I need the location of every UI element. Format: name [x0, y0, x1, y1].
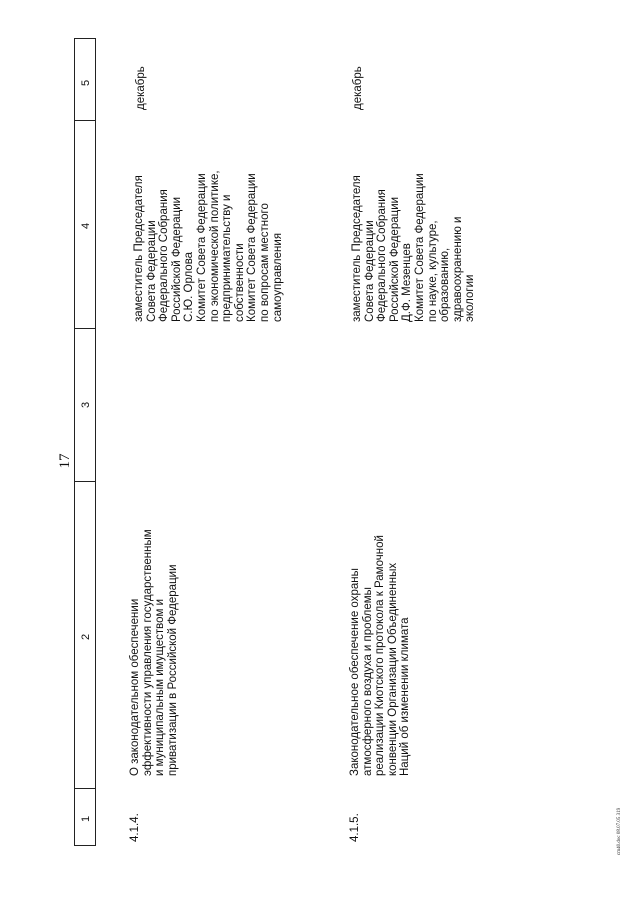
responsible-line: Комитет Совета Федерации: [413, 173, 426, 322]
responsible-line: Российской Федерации: [388, 196, 401, 322]
responsible-line: по экономической политике,: [208, 170, 221, 322]
row-responsible: [133, 170, 284, 322]
responsible-line: Комитет Совета Федерации: [246, 173, 259, 322]
column-header-4: 4: [80, 222, 92, 229]
responsible-line: С.Ю. Орлова: [183, 251, 196, 322]
row-term: декабрь: [135, 66, 147, 110]
title-line: конвенции Организации Объединенных: [386, 562, 399, 776]
responsible-line: по науке, культуре,: [426, 220, 439, 322]
responsible-line: Совета Федерации: [363, 220, 376, 322]
responsible-line: Комитет Совета Федерации: [195, 173, 208, 322]
row-term: декабрь: [352, 66, 364, 110]
header-divider: [74, 788, 96, 789]
responsible-line: предпринимательству и: [221, 194, 234, 322]
row-number: 4.1.5.: [349, 813, 361, 842]
row-number: 4.1.4.: [129, 813, 141, 842]
row-title: [349, 535, 412, 776]
header-divider: [74, 120, 96, 121]
column-header-5: 5: [80, 79, 92, 86]
responsible-line: экологии: [464, 274, 477, 322]
title-line: эффективности управления государственным: [141, 529, 154, 776]
responsible-line: Д.Ф. Мезенцев: [401, 243, 414, 322]
responsible-line: собственности: [233, 243, 246, 322]
title-line: О законодательном обеспечении: [129, 598, 141, 776]
header-divider: [74, 481, 96, 482]
responsible-line: здравоохранению и: [451, 216, 464, 322]
column-header-2: 2: [80, 633, 92, 640]
responsible-line: Федерального Собрания: [376, 189, 389, 322]
row-responsible: [351, 173, 477, 322]
responsible-line: Федерального Собрания: [158, 189, 171, 322]
responsible-line: самоуправления: [271, 232, 284, 322]
title-line: реализации Киотского протокола к Рамочной: [374, 535, 387, 776]
row-title: [129, 529, 179, 776]
footer-file-code: cm40.doc 08.07.05 319: [617, 807, 622, 855]
responsible-line: Совета Федерации: [145, 220, 158, 322]
table-header: [74, 38, 96, 846]
column-header-1: 1: [80, 815, 92, 822]
title-line: и муниципальным имуществом и: [154, 598, 167, 776]
header-divider: [74, 328, 96, 329]
page-number: 17: [57, 453, 73, 469]
column-header-3: 3: [80, 401, 92, 408]
title-line: Законодательное обеспечение охраны: [349, 568, 361, 776]
responsible-line: образованию,: [439, 247, 452, 322]
responsible-line: Российской Федерации: [170, 196, 183, 322]
title-line: Наций об изменении климата: [399, 617, 412, 776]
responsible-line: по вопросам местного: [258, 203, 271, 322]
title-line: атмосферного воздуха и проблемы: [361, 587, 374, 776]
responsible-line: заместитель Председателя: [351, 175, 363, 322]
responsible-line: заместитель Председателя: [133, 175, 145, 322]
title-line: приватизации в Российской Федерации: [166, 564, 179, 776]
